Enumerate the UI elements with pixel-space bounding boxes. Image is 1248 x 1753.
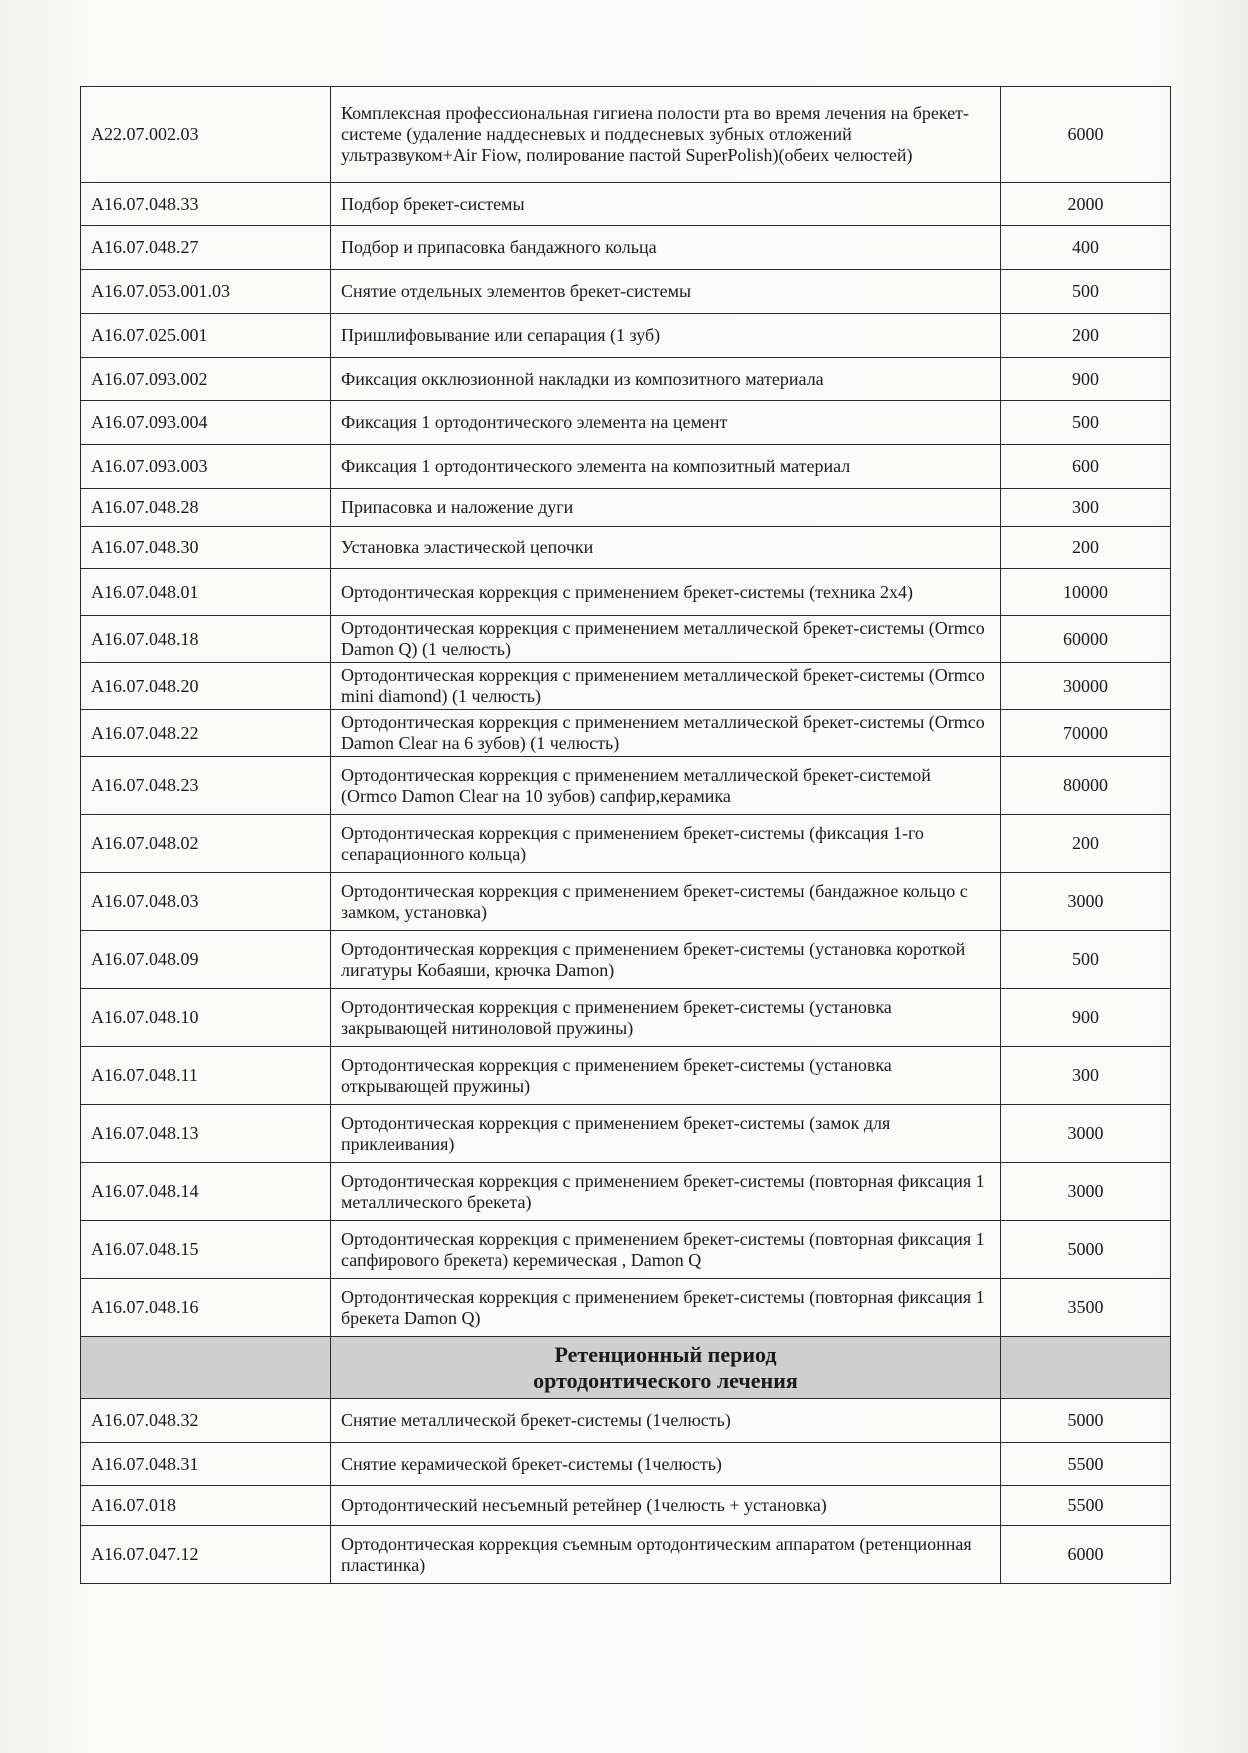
service-name: Ортодонтическая коррекция с применением металлической брекет-системы (Ormco Damon Clear на 6 зубов) (1 челюсть): [331, 710, 1001, 757]
service-code: A16.07.048.22: [81, 710, 331, 757]
table-row: [81, 757, 1171, 815]
service-name: Ортодонтическая коррекция с применением металлической брекет-системы (Ormco mini diamond) (1 челюсть): [331, 663, 1001, 710]
service-price: 200: [1001, 527, 1171, 569]
service-name: Ортодонтическая коррекция с применением брекет-системы (техника 2х4): [331, 569, 1001, 616]
service-name: Пришлифовывание или сепарация (1 зуб): [331, 314, 1001, 358]
service-code: A16.07.048.10: [81, 989, 331, 1047]
service-name: Ортодонтическая коррекция с применением брекет-системы (повторная фиксация 1 сапфирового брекета) керемическая , Damon Q: [331, 1221, 1001, 1279]
service-name: Комплексная профессиональная гигиена полости рта во время лечения на брекет-системе (удаление наддесневых и поддесневых зубных отложений ультразвуком+Air Fiow, полирование пастой SuperPolish)(обеих челюстей): [331, 87, 1001, 183]
service-price: 2000: [1001, 183, 1171, 226]
service-price: 600: [1001, 445, 1171, 489]
service-code: A16.07.053.001.03: [81, 270, 331, 314]
service-name: Подбор брекет-системы: [331, 183, 1001, 226]
table-row: [81, 358, 1171, 401]
service-code: A16.07.048.27: [81, 226, 331, 270]
service-name: Ортодонтическая коррекция с применением брекет-системы (бандажное кольцо с замком, установка): [331, 873, 1001, 931]
table-row: [81, 1399, 1171, 1443]
table-row: [81, 226, 1171, 270]
service-code: A16.07.048.03: [81, 873, 331, 931]
table-row: [81, 183, 1171, 226]
service-name: Ортодонтическая коррекция с применением брекет-системы (установка открывающей пружины): [331, 1047, 1001, 1105]
service-name: Ортодонтическая коррекция с применением брекет-системы (установка закрывающей нитиноловой пружины): [331, 989, 1001, 1047]
section-price-cell: [1001, 1337, 1171, 1399]
section-header-row: [81, 1337, 1171, 1399]
service-name: Снятие металлической брекет-системы (1челюсть): [331, 1399, 1001, 1443]
table-row: [81, 931, 1171, 989]
service-price: 500: [1001, 270, 1171, 314]
service-name: Ортодонтическая коррекция с применением брекет-системы (установка короткой лигатуры Кобаяши, крючка Damon): [331, 931, 1001, 989]
table-row: [81, 710, 1171, 757]
service-code: A16.07.048.32: [81, 1399, 331, 1443]
service-name: Ортодонтическая коррекция с применением брекет-системы (повторная фиксация 1 брекета Damon Q): [331, 1279, 1001, 1337]
service-price: 5500: [1001, 1486, 1171, 1526]
service-name: Ортодонтическая коррекция съемным ортодонтическим аппаратом (ретенционная пластинка): [331, 1526, 1001, 1584]
service-code: A16.07.025.001: [81, 314, 331, 358]
service-code: A16.07.048.18: [81, 616, 331, 663]
section-code-cell: [81, 1337, 331, 1399]
service-code: A16.07.047.12: [81, 1526, 331, 1584]
table-row: [81, 87, 1171, 183]
service-code: A16.07.048.31: [81, 1443, 331, 1486]
service-code: A16.07.093.003: [81, 445, 331, 489]
table-row: [81, 815, 1171, 873]
service-name: Фиксация 1 ортодонтического элемента на композитный материал: [331, 445, 1001, 489]
service-price: 30000: [1001, 663, 1171, 710]
service-code: A16.07.048.02: [81, 815, 331, 873]
service-name: Ортодонтическая коррекция с применением металлической брекет-системой (Ormco Damon Clear на 10 зубов) сапфир,керамика: [331, 757, 1001, 815]
service-price: 200: [1001, 314, 1171, 358]
service-code: A16.07.048.11: [81, 1047, 331, 1105]
service-price: 3000: [1001, 873, 1171, 931]
table-row: [81, 569, 1171, 616]
service-name: Ортодонтическая коррекция с применением брекет-системы (замок для приклеивания): [331, 1105, 1001, 1163]
service-code: A16.07.048.16: [81, 1279, 331, 1337]
table-row: [81, 1443, 1171, 1486]
table-row: [81, 1047, 1171, 1105]
service-name: Ортодонтическая коррекция с применением брекет-системы (фиксация 1-го сепарационного кольца): [331, 815, 1001, 873]
price-table: [80, 86, 1171, 1584]
service-name: Ортодонтическая коррекция с применением брекет-системы (повторная фиксация 1 металлического брекета): [331, 1163, 1001, 1221]
service-code: A16.07.048.28: [81, 489, 331, 527]
table-row: [81, 270, 1171, 314]
service-code: A22.07.002.03: [81, 87, 331, 183]
service-name: Фиксация 1 ортодонтического элемента на цемент: [331, 401, 1001, 445]
service-name: Снятие отдельных элементов брекет-системы: [331, 270, 1001, 314]
table-row: [81, 873, 1171, 931]
table-row: [81, 1526, 1171, 1584]
service-price: 400: [1001, 226, 1171, 270]
table-row: [81, 445, 1171, 489]
service-code: A16.07.048.14: [81, 1163, 331, 1221]
section-title-line-2: ортодонтического лечения: [533, 1367, 798, 1393]
table-row: [81, 989, 1171, 1047]
service-price: 6000: [1001, 87, 1171, 183]
service-price: 300: [1001, 1047, 1171, 1105]
table-row: [81, 1163, 1171, 1221]
service-name: Установка эластической цепочки: [331, 527, 1001, 569]
service-price: 200: [1001, 815, 1171, 873]
service-code: A16.07.048.33: [81, 183, 331, 226]
table-row: [81, 314, 1171, 358]
service-code: A16.07.048.01: [81, 569, 331, 616]
table-row: [81, 616, 1171, 663]
section-title-line-1: Ретенционный период: [554, 1341, 777, 1367]
service-price: 3500: [1001, 1279, 1171, 1337]
table-row: [81, 663, 1171, 710]
service-code: A16.07.048.15: [81, 1221, 331, 1279]
table-row: [81, 1486, 1171, 1526]
service-price: 80000: [1001, 757, 1171, 815]
service-price: 500: [1001, 931, 1171, 989]
service-price: 5000: [1001, 1399, 1171, 1443]
service-code: A16.07.048.09: [81, 931, 331, 989]
service-code: A16.07.093.002: [81, 358, 331, 401]
service-code: A16.07.048.30: [81, 527, 331, 569]
table-row: [81, 1105, 1171, 1163]
service-code: A16.07.048.23: [81, 757, 331, 815]
service-price: 3000: [1001, 1105, 1171, 1163]
service-code: A16.07.048.13: [81, 1105, 331, 1163]
service-price: 300: [1001, 489, 1171, 527]
service-name: Подбор и припасовка бандажного кольца: [331, 226, 1001, 270]
service-price: 5500: [1001, 1443, 1171, 1486]
service-price: 3000: [1001, 1163, 1171, 1221]
service-price: 5000: [1001, 1221, 1171, 1279]
section-title: [331, 1337, 1001, 1399]
service-price: 900: [1001, 989, 1171, 1047]
service-name: Ортодонтическая коррекция с применением металлической брекет-системы (Ormco Damon Q) (1 челюсть): [331, 616, 1001, 663]
service-price: 70000: [1001, 710, 1171, 757]
service-code: A16.07.018: [81, 1486, 331, 1526]
service-price: 500: [1001, 401, 1171, 445]
service-price: 900: [1001, 358, 1171, 401]
table-row: [81, 401, 1171, 445]
table-row: [81, 1221, 1171, 1279]
service-name: Припасовка и наложение дуги: [331, 489, 1001, 527]
service-price: 60000: [1001, 616, 1171, 663]
service-name: Снятие керамической брекет-системы (1челюсть): [331, 1443, 1001, 1486]
table-row: [81, 527, 1171, 569]
service-name: Ортодонтический несъемный ретейнер (1челюсть + установка): [331, 1486, 1001, 1526]
service-code: A16.07.048.20: [81, 663, 331, 710]
service-price: 6000: [1001, 1526, 1171, 1584]
service-code: A16.07.093.004: [81, 401, 331, 445]
service-name: Фиксация окклюзионной накладки из композитного материала: [331, 358, 1001, 401]
table-row: [81, 489, 1171, 527]
service-price: 10000: [1001, 569, 1171, 616]
table-row: [81, 1279, 1171, 1337]
